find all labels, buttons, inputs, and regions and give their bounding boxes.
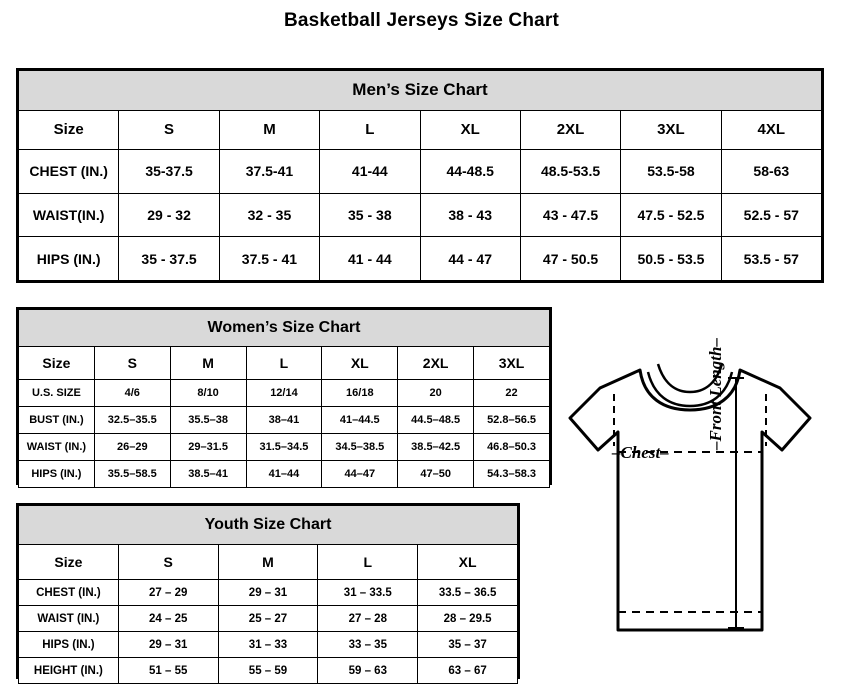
cell: 47.5 - 52.5 [621,193,721,237]
cell: 32 - 35 [219,193,319,237]
chest-measure-label: –Chest– [612,443,669,462]
cell: 33.5 – 36.5 [418,580,518,606]
cell: 35 – 37 [418,632,518,658]
youth-table-body [19,506,518,684]
cell: 20 [398,380,474,407]
cell: 41-44 [320,150,420,194]
mens-col-header: 3XL [621,110,721,150]
youth-chart-caption: Youth Size Chart [19,506,518,545]
cell: 63 – 67 [418,658,518,684]
page-title: Basketball Jerseys Size Chart [283,10,560,31]
cell: 29–31.5 [170,434,246,461]
cell: 16/18 [322,380,398,407]
cell: 53.5-58 [621,150,721,194]
row-label: HIPS (IN.) [19,632,119,658]
cell: 59 – 63 [318,658,418,684]
womens-size-chart [16,307,552,485]
cell: 46.8–50.3 [474,434,550,461]
youth-size-table [18,505,518,684]
youth-col-header: S [118,545,218,580]
cell: 41 - 44 [320,237,420,281]
cell: 38.5–42.5 [398,434,474,461]
cell: 38 - 43 [420,193,520,237]
cell: 31 – 33.5 [318,580,418,606]
cell: 44 - 47 [420,237,520,281]
table-row [19,606,518,632]
mens-chart-caption: Men’s Size Chart [19,71,822,111]
mens-col-header: XL [420,110,520,150]
womens-col-header: M [170,347,246,380]
cell: 25 – 27 [218,606,318,632]
cell: 43 - 47.5 [520,193,620,237]
measurement-diagram [540,340,840,680]
table-row [19,580,518,606]
mens-caption-row [19,71,822,111]
youth-size-chart [16,503,520,679]
mens-size-table [18,70,822,281]
cell: 37.5-41 [219,150,319,194]
womens-col-header: Size [19,347,95,380]
cell: 24 – 25 [118,606,218,632]
row-label: HIPS (IN.) [19,237,119,281]
row-label: CHEST (IN.) [19,150,119,194]
youth-header-row [19,545,518,580]
row-label: WAIST (IN.) [19,434,95,461]
cell: 29 - 32 [119,193,219,237]
cell: 28 – 29.5 [418,606,518,632]
cell: 48.5-53.5 [520,150,620,194]
cell: 35.5–58.5 [94,461,170,488]
row-label: WAIST (IN.) [19,606,119,632]
table-row [19,407,550,434]
womens-col-header: XL [322,347,398,380]
table-row [19,632,518,658]
row-label: U.S. SIZE [19,380,95,407]
cell: 32.5–35.5 [94,407,170,434]
youth-col-header: M [218,545,318,580]
womens-col-header: 2XL [398,347,474,380]
table-row [19,237,822,281]
cell: 31.5–34.5 [246,434,322,461]
mens-col-header: Size [19,110,119,150]
cell: 47–50 [398,461,474,488]
mens-col-header: S [119,110,219,150]
cell: 44-48.5 [420,150,520,194]
mens-size-chart [16,68,824,283]
cell: 29 – 31 [118,632,218,658]
womens-chart-caption: Women’s Size Chart [19,310,550,347]
cell: 34.5–38.5 [322,434,398,461]
cell: 27 – 28 [318,606,418,632]
womens-caption-row [19,310,550,347]
cell: 38–41 [246,407,322,434]
womens-col-header: S [94,347,170,380]
womens-header-row [19,347,550,380]
table-row [19,150,822,194]
tshirt-icon [540,340,840,680]
cell: 35 - 37.5 [119,237,219,281]
cell: 41–44.5 [322,407,398,434]
womens-table-body [19,310,550,488]
youth-col-header: L [318,545,418,580]
cell: 8/10 [170,380,246,407]
row-label: HIPS (IN.) [19,461,95,488]
cell: 58-63 [721,150,821,194]
mens-col-header: M [219,110,319,150]
cell: 55 – 59 [218,658,318,684]
row-label: CHEST (IN.) [19,580,119,606]
cell: 4/6 [94,380,170,407]
mens-col-header: L [320,110,420,150]
cell: 53.5 - 57 [721,237,821,281]
front-length-measure-label: –Front Length– [706,338,725,450]
row-label: WAIST(IN.) [19,193,119,237]
cell: 52.8–56.5 [474,407,550,434]
mens-header-row [19,110,822,150]
cell: 35.5–38 [170,407,246,434]
cell: 37.5 - 41 [219,237,319,281]
cell: 41–44 [246,461,322,488]
mens-col-header: 2XL [520,110,620,150]
cell: 44–47 [322,461,398,488]
cell: 50.5 - 53.5 [621,237,721,281]
cell: 35-37.5 [119,150,219,194]
womens-col-header: 3XL [474,347,550,380]
cell: 27 – 29 [118,580,218,606]
table-row [19,193,822,237]
cell: 44.5–48.5 [398,407,474,434]
cell: 26–29 [94,434,170,461]
cell: 12/14 [246,380,322,407]
mens-table-body [19,71,822,281]
table-row [19,461,550,488]
table-row [19,434,550,461]
womens-size-table [18,309,550,488]
youth-col-header: Size [19,545,119,580]
cell: 31 – 33 [218,632,318,658]
cell: 29 – 31 [218,580,318,606]
cell: 52.5 - 57 [721,193,821,237]
cell: 22 [474,380,550,407]
womens-col-header: L [246,347,322,380]
cell: 35 - 38 [320,193,420,237]
row-label: BUST (IN.) [19,407,95,434]
cell: 33 – 35 [318,632,418,658]
cell: 51 – 55 [118,658,218,684]
row-label: HEIGHT (IN.) [19,658,119,684]
table-row [19,658,518,684]
table-row [19,380,550,407]
cell: 54.3–58.3 [474,461,550,488]
youth-col-header: XL [418,545,518,580]
youth-caption-row [19,506,518,545]
cell: 47 - 50.5 [520,237,620,281]
mens-col-header: 4XL [721,110,821,150]
cell: 38.5–41 [170,461,246,488]
